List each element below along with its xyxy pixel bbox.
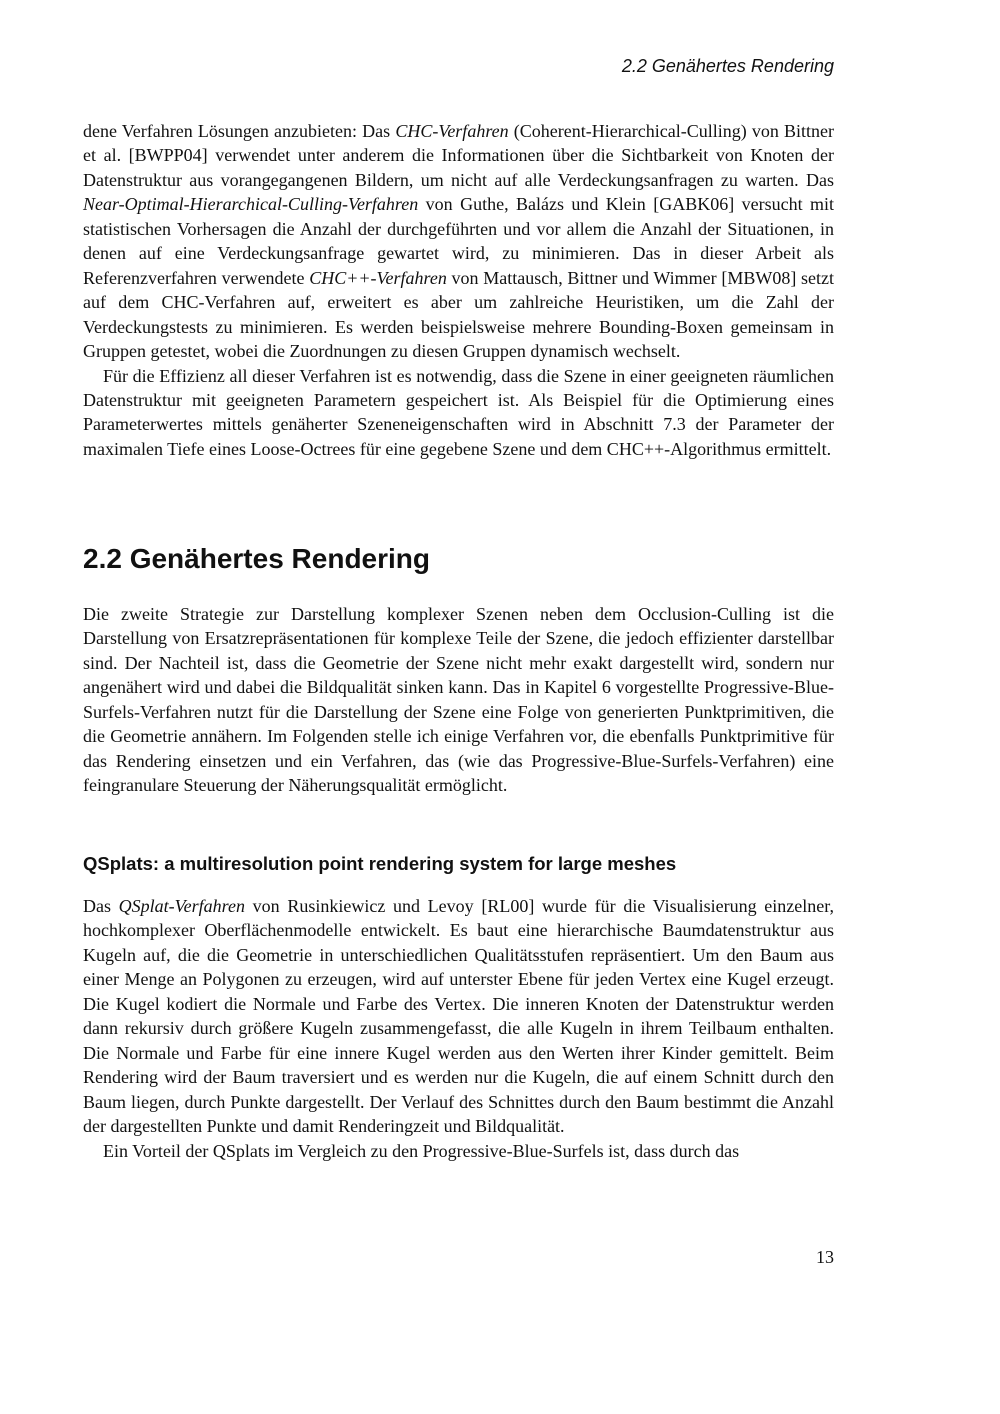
paragraph-heading: QSplats: a multiresolution point rendering system for large meshes (83, 853, 677, 874)
text-run: dene Verfahren Lösungen anzubieten: Das (83, 121, 396, 141)
paragraph: Für die Effizienz all dieser Verfahren ist es notwendig, dass die Szene in einer geeigneten räumlichen Datenstruktur mit geeigneten Parametern gespeichert ist. Als Beispiel für die Optimierung eines Parameterwertes mittels genäherter Szeneneigenschaften wird in Abschnitt 7.3 der Parameter der maximalen Tiefe eines Loose-Octrees für eine gegebene Szene und dem CHC++-Algorithmus ermittelt. (83, 365, 834, 459)
emphasis-term: QSplat-Verfahren (118, 896, 245, 916)
paragraph (83, 894, 834, 1139)
text-run: von Rusinkiewicz und Levoy [RL00] wurde für die Visualisierung einzelner, hochkomplexer Oberflächenmodelle entwickelt. Es baut eine hierarchische Baumdatenstruktur aus Kugeln auf, die die Geometrie in unterschiedlichen Qualitätsstufen repräsentiert. Um den Baum aus einer Menge an Polygonen zu erzeugen, wird auf unterster Ebene für jeden Vertex eine Kugel erzeugt. Die Kugel kodiert die Normale und Farbe des Vertex. Die inneren Knoten der Datenstruktur werden dann rekursiv durch größere Kugeln zusammengefasst, die alle Kugeln in ihrem Teilbaum enthalten. Die Normale und Farbe für eine innere Kugel werden aus den Werten ihrer Kinder gemittelt. Beim Rendering wird der Baum traversiert und es werden nur die Kugeln, die auf einem Schnitt durch den Baum liegen, durch Punkte dargestellt. Der Verlauf des Schnittes durch den Baum bestimmt die Anzahl der dargestellten Punkte und damit Renderingzeit und Bildqualität. (83, 896, 834, 1137)
section-heading: 2.2 Genähertes Rendering (83, 543, 431, 574)
emphasis-term: Near-Optimal-Hierarchical-Culling-Verfahren (83, 194, 419, 215)
paragraph (83, 119, 834, 364)
paragraph: Die zweite Strategie zur Darstellung komplexer Szenen neben dem Occlusion-Culling ist die Darstellung von Ersatzrepräsentationen für komplexe Teile der Szene, die jedoch effizienter darstellbar sind. Der Nachteil ist, dass die Geometrie der Szene nicht mehr exakt dargestellt wird, sondern nur angenähert wird und dabei die Bildqualität sinken kann. Das in Kapitel 6 vorgestellte Progressive-Blue-Surfels-Verfahren nutzt für die Darstellung der Szene eine Folge von generierten Punktprimitiven, die die Geometrie annähern. Im Folgenden stelle ich einige Verfahren vor, die ebenfalls Punktprimitive für das Rendering einsetzen und ein Verfahren, das (wie das Progressive-Blue-Surfels-Verfahren) eine feingranulare Steuerung der Näherungsqualität ermöglicht. (83, 604, 834, 796)
emphasis-term: CHC++-Verfahren (309, 267, 447, 288)
text-run: (Coherent-Hierarchical-Culling) von Bittner et al. [BWPP04] verwendet unter anderem die Informationen über die Sichtbarkeit von Knoten der Datenstruktur aus vorangegangenen Bildern, um nicht auf alle Verdeckungsanfragen zu warten. Das (83, 121, 834, 190)
text-block-section-intro (83, 602, 834, 798)
page-number: 13 (816, 1247, 834, 1267)
paragraph: Ein Vorteil der QSplats im Vergleich zu den Progressive-Blue-Surfels ist, dass durch das (103, 1140, 740, 1161)
text-block-occlusion-culling (83, 119, 834, 461)
text-run: von Guthe, Balázs und Klein [GABK06] versucht mit statistischen Vorhersagen die Anzahl der durchgeführten und vor allem die Anzahl der Situationen, in denen auf eine Verdeckungsanfrage gewartet wird, zu minimieren. Das in dieser Arbeit als Referenzverfahren verwendete (83, 194, 834, 288)
text-run: von Mattausch, Bittner und Wimmer [MBW08] setzt auf dem CHC-Verfahren auf, erweitert es aber um zahlreiche Heuristiken, um die Zahl der Verdeckungstests zu minimieren. Es werden beispielsweise mehrere Bounding-Boxen gemeinsam in Gruppen getestet, wobei die Zuordnungen zu diesen Gruppen dynamisch wechselt. (83, 267, 834, 362)
emphasis-term: CHC-Verfahren (395, 121, 509, 141)
running-header: 2.2 Genähertes Rendering (621, 56, 834, 76)
text-run: Das (83, 896, 119, 916)
text-block-qsplats (83, 894, 834, 1163)
